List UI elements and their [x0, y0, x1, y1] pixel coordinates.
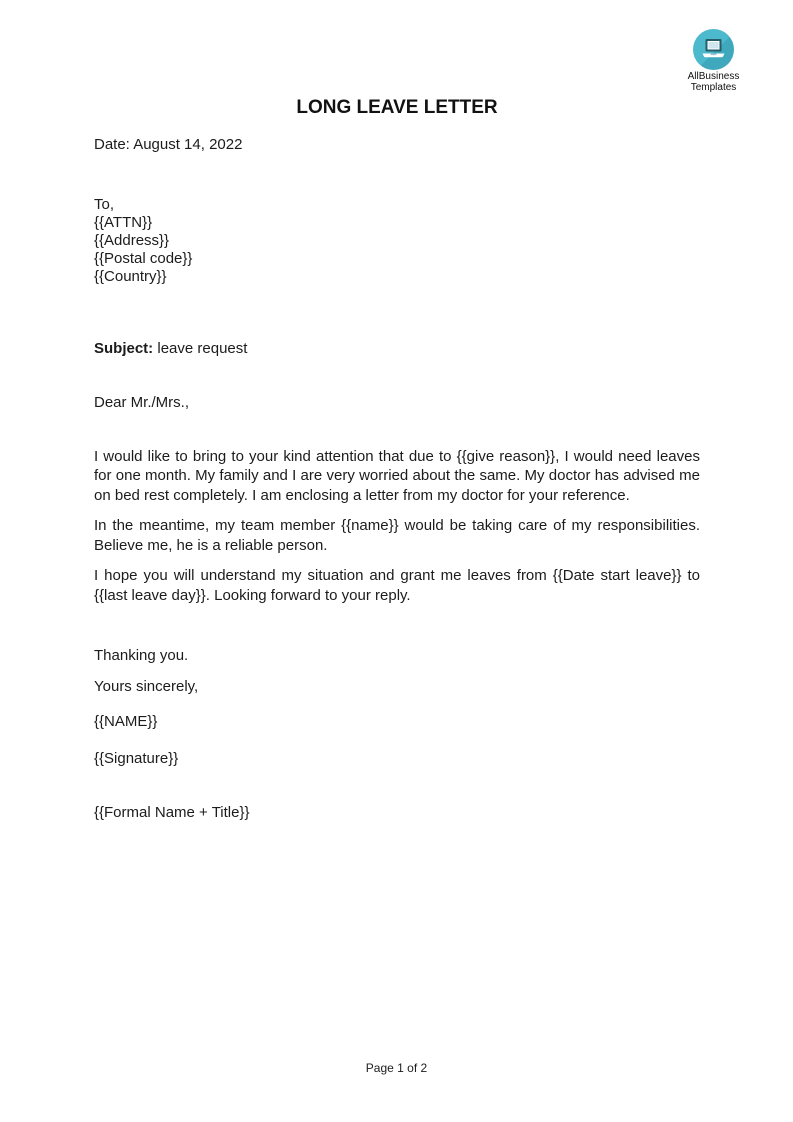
name-placeholder: {{NAME}} [94, 713, 158, 730]
body-paragraph-1: I would like to bring to your kind attention that due to {{give reason}}, I would need leaves for one month. My family and I are very worried about the same. My doctor has advised me on bed rest completely. I am enclosing a letter from my doctor for your reference. [94, 447, 700, 504]
laptop-icon [701, 38, 726, 60]
recipient-address-placeholder: {{Address}} [94, 231, 170, 249]
salutation: Dear Mr./Mrs., [94, 394, 190, 411]
recipient-attn-placeholder: {{ATTN}} [94, 213, 153, 231]
recipient-to: To, [94, 195, 115, 213]
allbusiness-logo [666, 29, 761, 93]
logo-circle [693, 29, 734, 70]
body-paragraph-2: In the meantime, my team member {{name}} would be taking care of my responsibilities. Believe me, he is a reliable person. [94, 517, 700, 554]
subject-value: leave request [157, 339, 248, 357]
date-line: Date: August 14, 2022 [94, 136, 243, 153]
subject-label: Subject: [94, 339, 154, 357]
logo-text-line2: Templates [690, 82, 737, 93]
recipient-block [94, 196, 700, 286]
recipient-postal-placeholder: {{Postal code}} [94, 249, 193, 267]
recipient-country-placeholder: {{Country}} [94, 267, 167, 285]
subject-line [94, 339, 700, 359]
logo-text-line1: AllBusiness [687, 71, 740, 82]
thanking-line: Thanking you. [94, 647, 189, 664]
letter-content [0, 97, 793, 823]
closing-line: Yours sincerely, [94, 677, 199, 695]
formal-name-placeholder: {{Formal Name + Title}} [94, 804, 250, 821]
signature-placeholder: {{Signature}} [94, 749, 179, 767]
page-number-footer: Page 1 of 2 [365, 1061, 428, 1075]
page-title: LONG LEAVE LETTER [296, 97, 498, 118]
body-paragraph-3: I hope you will understand my situation and grant me leaves from {{Date start leave}} to {{last leave day}}. Looking forward to your reply. [94, 567, 700, 604]
